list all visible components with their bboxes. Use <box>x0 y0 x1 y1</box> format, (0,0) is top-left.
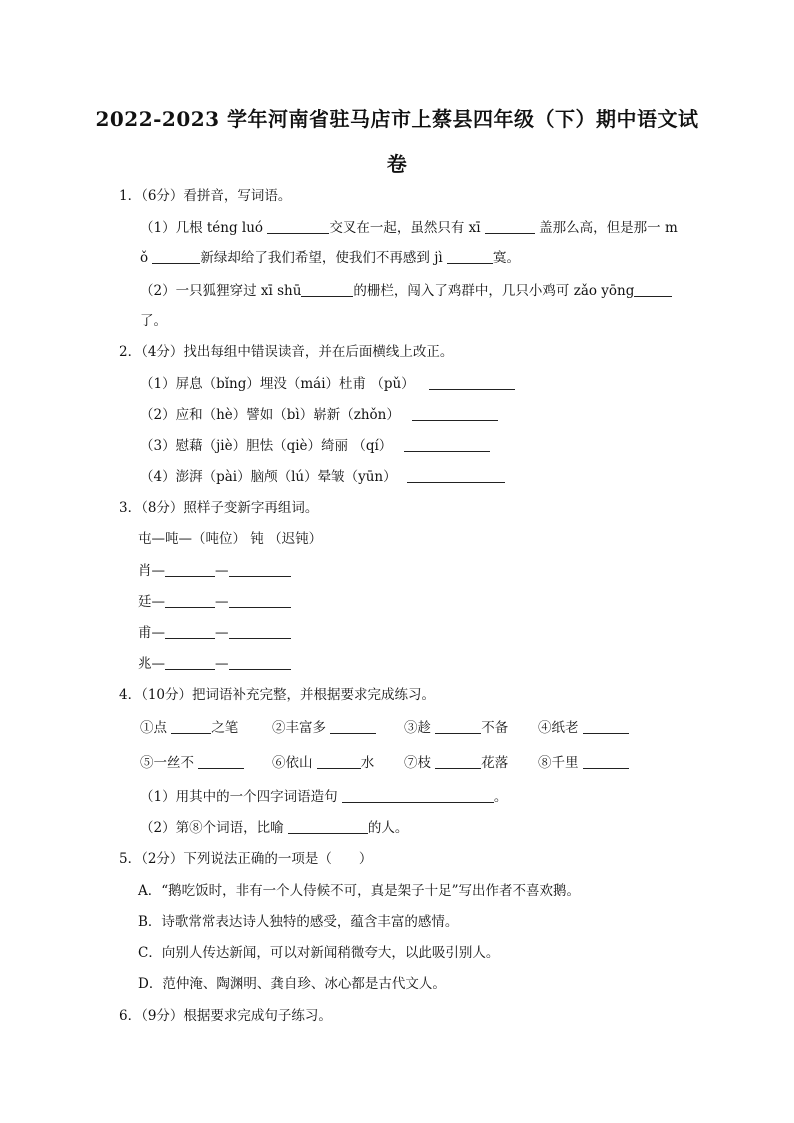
q3-blank[interactable] <box>229 594 291 608</box>
q3-blank[interactable] <box>229 656 291 670</box>
q3-blank[interactable] <box>165 594 215 608</box>
q1-blank-xishu[interactable] <box>301 283 353 297</box>
q3-row-2 <box>138 593 291 611</box>
q4-text: 不备 <box>481 720 509 736</box>
q4-heading: 4．（10分）把词语补充完整，并根据要求完成练习。 <box>119 687 436 703</box>
q4-word-2 <box>272 719 376 737</box>
q5-heading: 5．（2分）下列说法正确的一项是（ ） <box>119 851 373 867</box>
q3-blank[interactable] <box>165 625 215 639</box>
q2-item-4 <box>140 468 505 486</box>
q6-heading: 6．（9分）根据要求完成句子练习。 <box>119 1008 332 1024</box>
q3-blank[interactable] <box>229 625 291 639</box>
q4-sub-1 <box>140 788 507 806</box>
q4-text: 。 <box>493 789 508 805</box>
q3-example: 屯—吨—（吨位） 钝 （迟钝） <box>138 531 323 547</box>
q1-text: 盖那么高，但是那一 m <box>534 220 678 236</box>
q2-blank-1[interactable] <box>429 376 515 390</box>
q4-number: ⑧ <box>538 755 552 771</box>
q3-heading: 3．（8分）照样子变新字再组词。 <box>119 500 319 516</box>
q1-text: （1）几根 téng luó <box>140 220 268 236</box>
q1-line4: 了。 <box>140 313 167 329</box>
q4-word-3 <box>404 719 508 737</box>
q1-text: （2）一只狐狸穿过 xī shū <box>140 283 302 299</box>
q4-number: ③ <box>404 720 418 736</box>
q4-blank[interactable] <box>435 720 481 734</box>
q5-option-d[interactable]: D．范仲淹、陶渊明、龚自珍、冰心都是古代文人。 <box>138 976 446 992</box>
q1-text: 新绿却给了我们希望，使我们不再感到 jì <box>200 250 448 266</box>
q4-text: 水 <box>360 755 375 771</box>
q4-number: ④ <box>538 720 552 736</box>
q3-row-4 <box>138 655 291 673</box>
q4-text: 依山 <box>285 755 317 771</box>
q3-dash: — <box>215 656 229 672</box>
q4-word-8 <box>538 754 629 772</box>
q4-number: ⑦ <box>404 755 418 771</box>
q4-text: （1）用其中的一个四字词语造句 <box>140 789 342 805</box>
q4-text: 丰富多 <box>285 720 331 736</box>
q4-number: ⑤ <box>140 755 154 771</box>
q4-text: 之笔 <box>211 720 239 736</box>
q3-row-1 <box>138 562 291 580</box>
q3-blank[interactable] <box>165 563 215 577</box>
q4-blank[interactable] <box>171 720 211 734</box>
q4-blank[interactable] <box>198 755 244 769</box>
q2-heading: 2．（4分）找出每组中错误读音，并在后面横线上改正。 <box>119 344 454 360</box>
q4-text: 纸老 <box>551 720 583 736</box>
q2-item-text: （4）澎湃（pài）脑颅（lú）晕皱（yūn） <box>140 469 397 485</box>
q3-char: 肖— <box>138 563 165 579</box>
q1-line3 <box>140 282 672 300</box>
q4-text: （2）第⑧个词语，比喻 <box>140 820 288 836</box>
q1-line2 <box>140 249 520 267</box>
q4-blank[interactable] <box>583 720 629 734</box>
q4-blank[interactable] <box>583 755 629 769</box>
q2-blank-3[interactable] <box>404 438 490 452</box>
q4-number: ② <box>272 720 286 736</box>
q1-heading: 1．（6分）看拼音，写词语。 <box>119 188 292 204</box>
page-title-line1: 2022-2023 学年河南省驻马店市上蔡县四年级（下）期中语文试 <box>95 107 699 131</box>
q3-char: 兆— <box>138 656 165 672</box>
q3-dash: — <box>215 563 229 579</box>
q3-char: 廷— <box>138 594 165 610</box>
q3-char: 甫— <box>138 625 165 641</box>
q3-blank[interactable] <box>229 563 291 577</box>
q4-number: ① <box>140 720 154 736</box>
q2-item-3 <box>140 437 490 455</box>
q4-text: 的人。 <box>367 820 409 836</box>
q1-blank-mo[interactable] <box>152 250 200 264</box>
q1-text: ǒ <box>140 250 153 266</box>
q4-text: 枝 <box>417 755 436 771</box>
q2-item-text: （3）慰藉（jiè）胆怯（qiè）绮丽 （qí） <box>140 438 393 454</box>
q4-number: ⑥ <box>272 755 286 771</box>
q2-item-text: （2）应和（hè）譬如（bì）崭新（zhǒn） <box>140 407 400 423</box>
q4-word-7 <box>404 754 508 772</box>
q4-text: 趁 <box>417 720 436 736</box>
q2-item-1 <box>140 375 515 393</box>
q2-blank-2[interactable] <box>412 407 498 421</box>
q2-blank-4[interactable] <box>407 469 505 483</box>
q4-blank[interactable] <box>435 755 481 769</box>
q4-blank-sentence[interactable] <box>342 789 494 803</box>
q1-blank-zaoyong[interactable] <box>634 283 672 297</box>
q1-text: 交叉在一起，虽然只有 xī <box>329 220 485 236</box>
q4-text: 一丝不 <box>153 755 199 771</box>
q1-blank-tengluo[interactable] <box>267 220 329 234</box>
q3-dash: — <box>215 625 229 641</box>
q4-text: 千里 <box>551 755 583 771</box>
q1-line1 <box>140 219 678 237</box>
q4-sub-2 <box>140 819 408 837</box>
q4-blank[interactable] <box>330 720 376 734</box>
q3-blank[interactable] <box>165 656 215 670</box>
q5-option-b[interactable]: B．诗歌常常表达诗人独特的感受，蕴含丰富的感情。 <box>138 914 459 930</box>
page-title-line2: 卷 <box>386 152 408 176</box>
q5-option-c[interactable]: C．向别人传达新闻，可以对新闻稍微夸大，以此吸引别人。 <box>138 945 500 961</box>
q1-blank-ji[interactable] <box>447 250 493 264</box>
q3-dash: — <box>215 594 229 610</box>
q1-blank-xi[interactable] <box>485 220 535 234</box>
q4-word-5 <box>140 754 244 772</box>
q4-word-1 <box>140 719 238 737</box>
q2-item-text: （1）屏息（bǐng）埋没（mái）杜甫 （pǔ） <box>140 376 415 392</box>
q4-word-6 <box>272 754 374 772</box>
q4-word-4 <box>538 719 629 737</box>
q5-option-a[interactable]: A．“鹅吃饭时，非有一个人侍候不可，真是架子十足”写出作者不喜欢鹅。 <box>138 883 581 899</box>
q4-text: 点 <box>153 720 172 736</box>
q1-text: 的栅栏，闯入了鸡群中，几只小鸡可 zǎo yōng <box>353 283 635 299</box>
q4-blank[interactable] <box>317 755 361 769</box>
q4-text: 花落 <box>481 755 509 771</box>
q1-text: 寞。 <box>493 250 521 266</box>
q4-blank-meaning[interactable] <box>288 820 368 834</box>
q3-row-3 <box>138 624 291 642</box>
q2-item-2 <box>140 406 498 424</box>
